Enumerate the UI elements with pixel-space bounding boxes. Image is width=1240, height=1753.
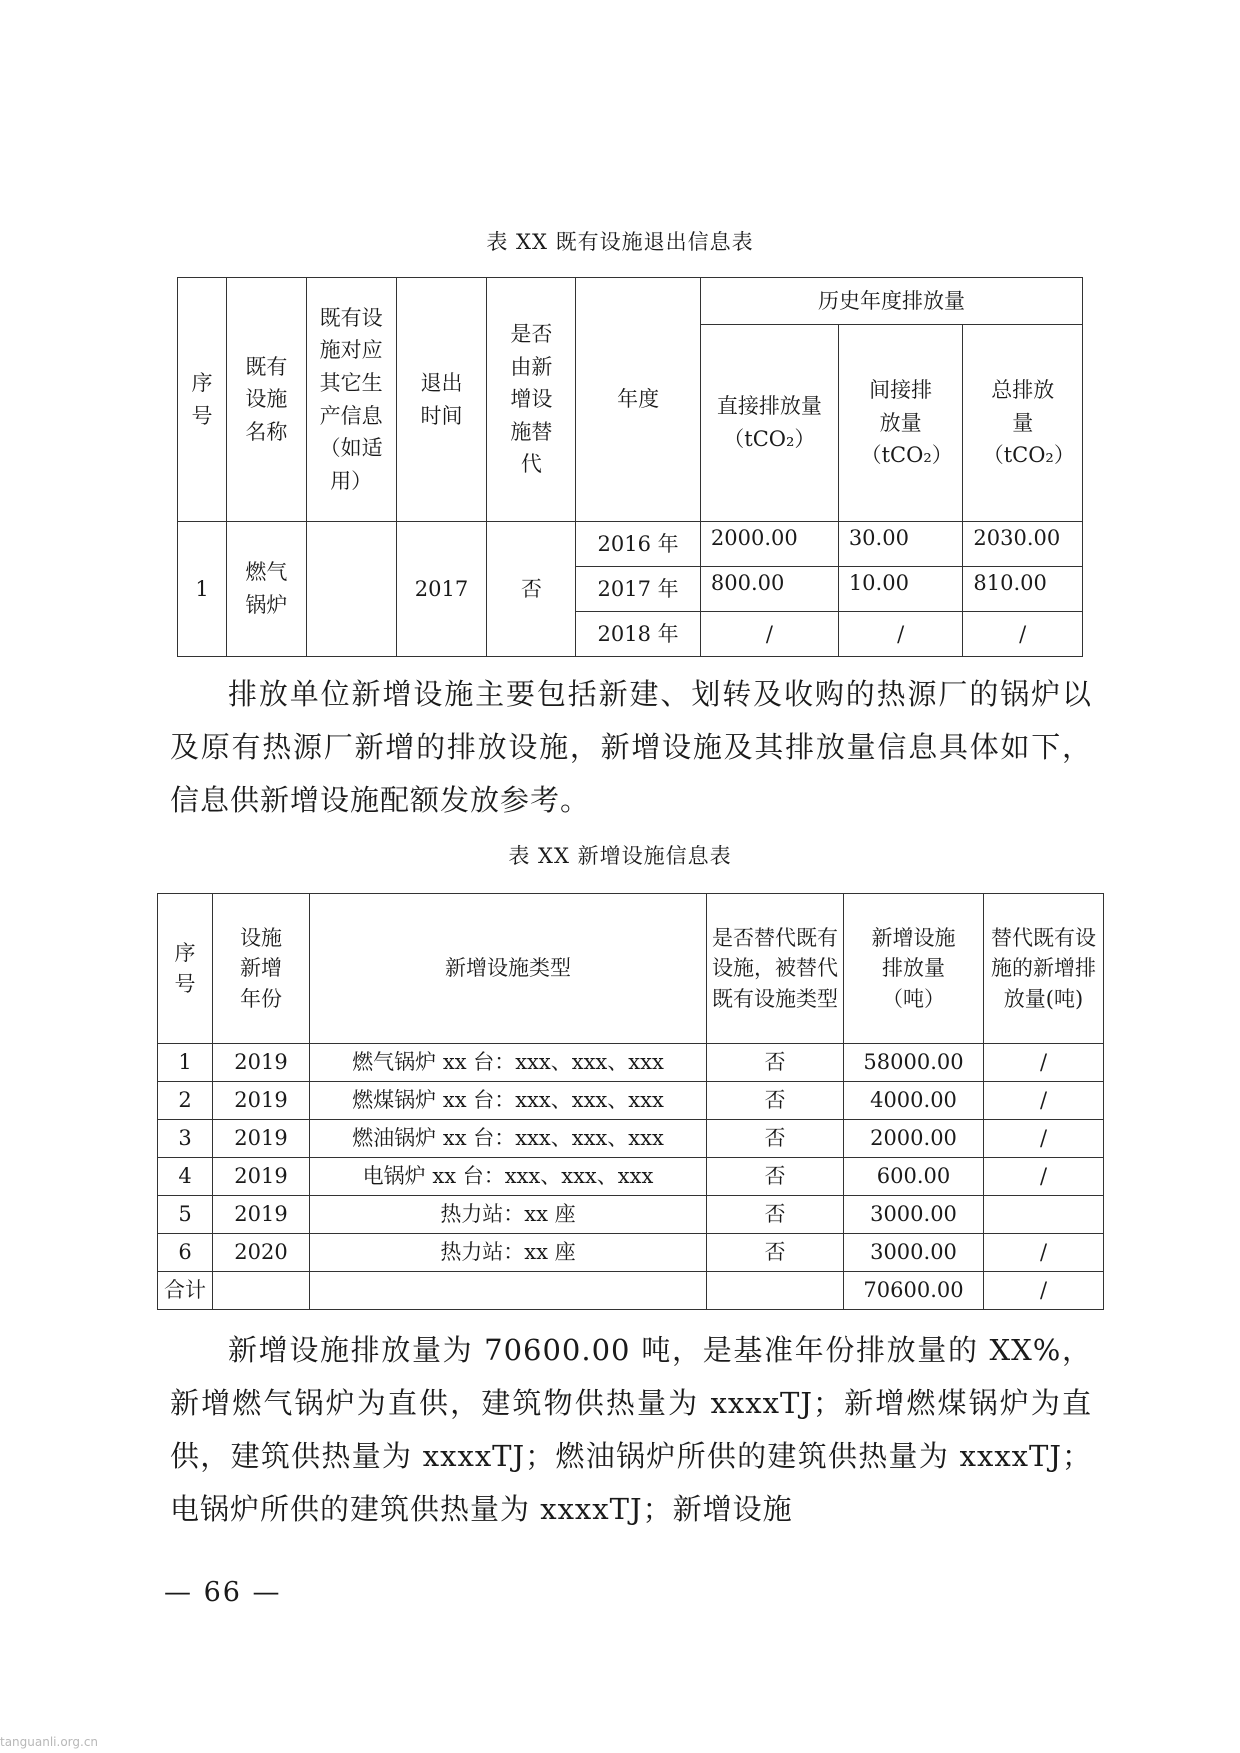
watermark: tanguanli.org.cn xyxy=(0,1735,99,1749)
cell-year: 2019 xyxy=(213,1044,310,1082)
cell-replace: 否 xyxy=(707,1158,844,1196)
table-row xyxy=(158,1158,1104,1196)
cell-other-info xyxy=(306,522,396,657)
header-facility-name: 既有设施名称 xyxy=(227,278,307,522)
cell-year: 2019 xyxy=(213,1196,310,1234)
new-facility-info-table xyxy=(157,893,1104,1310)
cell-empty xyxy=(213,1272,310,1310)
cell-indirect: / xyxy=(838,612,963,657)
cell-seq: 5 xyxy=(158,1196,213,1234)
header-seq: 序号 xyxy=(158,894,213,1044)
cell-type: 热力站：xx 座 xyxy=(310,1234,707,1272)
cell-year: 2018 年 xyxy=(576,612,701,657)
header-direct-emission: 直接排放量（tCO₂） xyxy=(700,325,838,522)
cell-emission: 58000.00 xyxy=(844,1044,984,1082)
cell-emission: 3000.00 xyxy=(844,1196,984,1234)
paragraph-new-facilities: 排放单位新增设施主要包括新建、划转及收购的热源厂的锅炉以及原有热源厂新增的排放设施，新增设施及其排放量信息具体如下，信息供新增设施配额发放参考。 xyxy=(170,677,1092,817)
cell-year: 2017 年 xyxy=(576,567,701,612)
table-row xyxy=(178,522,1083,567)
cell-year: 2019 xyxy=(213,1082,310,1120)
cell-seq: 1 xyxy=(178,522,227,657)
cell-replace-emission: / xyxy=(984,1082,1104,1120)
header-exit-time: 退出时间 xyxy=(396,278,487,522)
cell-emission: 3000.00 xyxy=(844,1234,984,1272)
cell-total: 810.00 xyxy=(963,567,1083,612)
header-indirect-emission: 间接排放量（tCO₂） xyxy=(838,325,963,522)
header-replace-emission: 替代既有设施的新增排放量(吨) xyxy=(984,894,1104,1044)
cell-indirect: 30.00 xyxy=(838,522,963,567)
cell-replace-emission: / xyxy=(984,1120,1104,1158)
cell-seq: 4 xyxy=(158,1158,213,1196)
cell-emission: 600.00 xyxy=(844,1158,984,1196)
cell-type: 热力站：xx 座 xyxy=(310,1196,707,1234)
header-replaced: 是否由新增设施替代 xyxy=(487,278,576,522)
cell-total: / xyxy=(963,612,1083,657)
cell-replace: 否 xyxy=(707,1120,844,1158)
cell-facility-name: 燃气锅炉 xyxy=(227,522,307,657)
cell-emission: 4000.00 xyxy=(844,1082,984,1120)
cell-type: 燃油锅炉 xx 台：xxx、xxx、xxx xyxy=(310,1120,707,1158)
header-history-emissions: 历史年度排放量 xyxy=(700,278,1082,325)
existing-facility-exit-table xyxy=(177,277,1083,657)
header-year: 年度 xyxy=(576,278,701,522)
cell-type: 电锅炉 xx 台：xxx、xxx、xxx xyxy=(310,1158,707,1196)
cell-replace: 否 xyxy=(707,1044,844,1082)
cell-replace: 否 xyxy=(707,1196,844,1234)
cell-year: 2019 xyxy=(213,1120,310,1158)
cell-total-emission: 70600.00 xyxy=(844,1272,984,1310)
cell-year: 2016 年 xyxy=(576,522,701,567)
cell-seq: 2 xyxy=(158,1082,213,1120)
table-row xyxy=(158,1082,1104,1120)
cell-empty xyxy=(707,1272,844,1310)
table-total-row xyxy=(158,1272,1104,1310)
header-year: 设施新增年份 xyxy=(213,894,310,1044)
cell-replace-emission: / xyxy=(984,1158,1104,1196)
table2-caption: 表 XX 新增设施信息表 xyxy=(508,844,732,868)
header-other-info: 既有设施对应其它生产信息（如适用） xyxy=(306,278,396,522)
cell-seq: 1 xyxy=(158,1044,213,1082)
cell-direct: / xyxy=(700,612,838,657)
table-row xyxy=(158,1234,1104,1272)
cell-seq: 6 xyxy=(158,1234,213,1272)
header-type: 新增设施类型 xyxy=(310,894,707,1044)
cell-indirect: 10.00 xyxy=(838,567,963,612)
cell-direct: 2000.00 xyxy=(700,522,838,567)
cell-year: 2020 xyxy=(213,1234,310,1272)
cell-exit-time: 2017 xyxy=(396,522,487,657)
cell-total-replace-emission: / xyxy=(984,1272,1104,1310)
header-replace: 是否替代既有设施，被替代既有设施类型 xyxy=(707,894,844,1044)
cell-replace: 否 xyxy=(707,1082,844,1120)
table-row xyxy=(158,1196,1104,1234)
page-number: — 66 — xyxy=(164,1577,282,1608)
cell-replace: 否 xyxy=(707,1234,844,1272)
cell-replace-emission: / xyxy=(984,1044,1104,1082)
cell-year: 2019 xyxy=(213,1158,310,1196)
cell-empty xyxy=(310,1272,707,1310)
cell-direct: 800.00 xyxy=(700,567,838,612)
header-total-emission: 总排放量（tCO₂） xyxy=(963,325,1083,522)
cell-replaced: 否 xyxy=(487,522,576,657)
table-row xyxy=(158,1044,1104,1082)
cell-total-label: 合计 xyxy=(158,1272,213,1310)
table-row xyxy=(158,1120,1104,1158)
cell-seq: 3 xyxy=(158,1120,213,1158)
header-seq: 序号 xyxy=(178,278,227,522)
paragraph-emission-summary: 新增设施排放量为 70600.00 吨，是基准年份排放量的 XX%，新增燃气锅炉为直供，建筑物供热量为 xxxxTJ；新增燃煤锅炉为直供，建筑供热量为 xxxxTJ；燃油锅炉所供的建筑供热量为 xxxxTJ；电锅炉所供的建筑供热量为 xxxxTJ；新增设施 xyxy=(170,1333,1092,1526)
table1-caption: 表 XX 既有设施退出信息表 xyxy=(486,230,754,254)
cell-emission: 2000.00 xyxy=(844,1120,984,1158)
cell-type: 燃气锅炉 xx 台：xxx、xxx、xxx xyxy=(310,1044,707,1082)
cell-type: 燃煤锅炉 xx 台：xxx、xxx、xxx xyxy=(310,1082,707,1120)
cell-replace-emission xyxy=(984,1196,1104,1234)
cell-total: 2030.00 xyxy=(963,522,1083,567)
cell-replace-emission: / xyxy=(984,1234,1104,1272)
header-emission: 新增设施排放量（吨） xyxy=(844,894,984,1044)
